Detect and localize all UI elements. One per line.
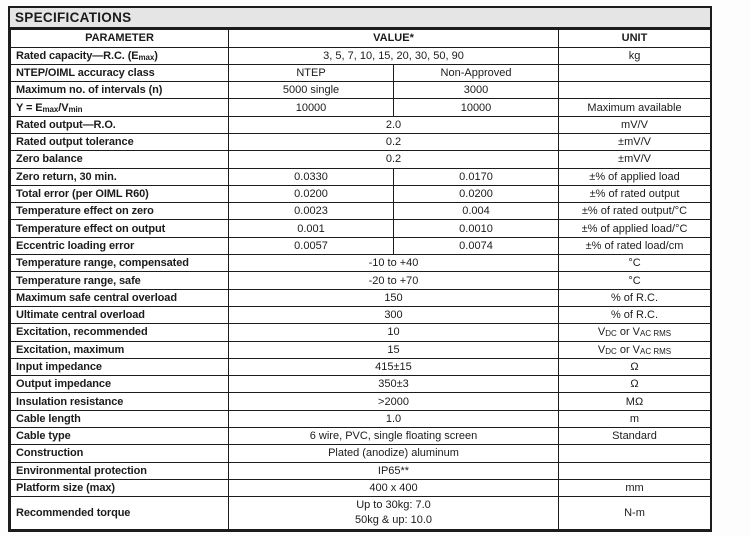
value-cell: 0.0200 bbox=[394, 185, 559, 202]
table-row bbox=[11, 47, 711, 64]
value-cell: 0.0010 bbox=[394, 220, 559, 237]
parameter-cell: Environmental protection bbox=[11, 462, 229, 479]
table-row bbox=[11, 358, 711, 375]
value-cell: 0.0330 bbox=[229, 168, 394, 185]
unit-cell: ±% of applied load/°C bbox=[559, 220, 711, 237]
specifications-table bbox=[10, 29, 711, 530]
parameter-cell: Recommended torque bbox=[11, 497, 229, 530]
unit-cell: m bbox=[559, 410, 711, 427]
unit-cell: ±% of applied load bbox=[559, 168, 711, 185]
parameter-cell: Temperature range, safe bbox=[11, 272, 229, 289]
value-cell: Up to 30kg: 7.0 50kg & up: 10.0 bbox=[229, 497, 559, 530]
header-parameter: PARAMETER bbox=[11, 30, 229, 48]
parameter-cell: Rated output tolerance bbox=[11, 133, 229, 150]
table-row bbox=[11, 393, 711, 410]
unit-cell: $V_{DC}$ or $V_{AC RMS}$ bbox=[559, 341, 711, 358]
parameter-cell: Output impedance bbox=[11, 376, 229, 393]
table-row bbox=[11, 341, 711, 358]
value-cell: 415±15 bbox=[229, 358, 559, 375]
parameter-cell: Temperature effect on zero bbox=[11, 203, 229, 220]
value-cell: 0.004 bbox=[394, 203, 559, 220]
unit-cell: ±% of rated output bbox=[559, 185, 711, 202]
parameter-cell: Eccentric loading error bbox=[11, 237, 229, 254]
parameter-cell: Total error (per OIML R60) bbox=[11, 185, 229, 202]
unit-cell: MΩ bbox=[559, 393, 711, 410]
unit-cell bbox=[559, 462, 711, 479]
table-row bbox=[11, 82, 711, 99]
parameter-cell: Construction bbox=[11, 445, 229, 462]
unit-cell bbox=[559, 82, 711, 99]
table-row bbox=[11, 376, 711, 393]
spec-tbody bbox=[11, 47, 711, 530]
header-value: VALUE* bbox=[229, 30, 559, 48]
value-cell: >2000 bbox=[229, 393, 559, 410]
value-cell: IP65** bbox=[229, 462, 559, 479]
table-row bbox=[11, 410, 711, 427]
value-cell: 10000 bbox=[394, 99, 559, 116]
parameter-cell: Excitation, recommended bbox=[11, 324, 229, 341]
value-cell: 10000 bbox=[229, 99, 394, 116]
unit-cell: Standard bbox=[559, 428, 711, 445]
value-cell: 0.0170 bbox=[394, 168, 559, 185]
value-cell: 10 bbox=[229, 324, 559, 341]
parameter-cell: Excitation, maximum bbox=[11, 341, 229, 358]
parameter-cell: Cable length bbox=[11, 410, 229, 427]
table-row bbox=[11, 64, 711, 81]
parameter-cell: NTEP/OIML accuracy class bbox=[11, 64, 229, 81]
value-cell: -10 to +40 bbox=[229, 255, 559, 272]
value-cell: 0.0057 bbox=[229, 237, 394, 254]
unit-cell bbox=[559, 445, 711, 462]
value-cell: Plated (anodize) aluminum bbox=[229, 445, 559, 462]
table-row bbox=[11, 324, 711, 341]
value-cell: 15 bbox=[229, 341, 559, 358]
unit-cell bbox=[559, 64, 711, 81]
table-row bbox=[11, 289, 711, 306]
value-cell: 0.2 bbox=[229, 133, 559, 150]
parameter-cell: Cable type bbox=[11, 428, 229, 445]
value-cell: 0.0023 bbox=[229, 203, 394, 220]
table-row bbox=[11, 116, 711, 133]
unit-cell: kg bbox=[559, 47, 711, 64]
value-cell: 5000 single bbox=[229, 82, 394, 99]
value-cell: 0.0074 bbox=[394, 237, 559, 254]
table-row bbox=[11, 151, 711, 168]
unit-cell: % of R.C. bbox=[559, 289, 711, 306]
table-row bbox=[11, 462, 711, 479]
header-unit: UNIT bbox=[559, 30, 711, 48]
parameter-cell: Temperature range, compensated bbox=[11, 255, 229, 272]
unit-cell: ±% of rated load/cm bbox=[559, 237, 711, 254]
value-cell: 0.2 bbox=[229, 151, 559, 168]
value-cell: NTEP bbox=[229, 64, 394, 81]
table-row bbox=[11, 272, 711, 289]
table-row bbox=[11, 479, 711, 496]
value-cell: 2.0 bbox=[229, 116, 559, 133]
value-cell: 400 x 400 bbox=[229, 479, 559, 496]
parameter-cell: Maximum no. of intervals (n) bbox=[11, 82, 229, 99]
table-row bbox=[11, 185, 711, 202]
table-row bbox=[11, 306, 711, 323]
header-row bbox=[11, 30, 711, 48]
table-row bbox=[11, 255, 711, 272]
value-cell: 3, 5, 7, 10, 15, 20, 30, 50, 90 bbox=[229, 47, 559, 64]
parameter-cell: Rated output—R.O. bbox=[11, 116, 229, 133]
unit-cell: °C bbox=[559, 255, 711, 272]
unit-cell: ±mV/V bbox=[559, 151, 711, 168]
parameter-cell: $Y = E_{max}/V_{min}$ bbox=[11, 99, 229, 116]
value-cell: 0.001 bbox=[229, 220, 394, 237]
value-cell: 350±3 bbox=[229, 376, 559, 393]
parameter-cell: Input impedance bbox=[11, 358, 229, 375]
unit-cell: $V_{DC}$ or $V_{AC RMS}$ bbox=[559, 324, 711, 341]
value-cell: 3000 bbox=[394, 82, 559, 99]
value-cell: 1.0 bbox=[229, 410, 559, 427]
parameter-cell: Ultimate central overload bbox=[11, 306, 229, 323]
unit-cell: N-m bbox=[559, 497, 711, 530]
table-row bbox=[11, 220, 711, 237]
parameter-cell: Rated capacity—R.C. $(E_{max})$ bbox=[11, 47, 229, 64]
table-row bbox=[11, 497, 711, 530]
value-cell: 0.0200 bbox=[229, 185, 394, 202]
value-cell: -20 to +70 bbox=[229, 272, 559, 289]
unit-cell: ±mV/V bbox=[559, 133, 711, 150]
unit-cell: ±% of rated output/°C bbox=[559, 203, 711, 220]
table-row bbox=[11, 99, 711, 116]
parameter-cell: Insulation resistance bbox=[11, 393, 229, 410]
parameter-cell: Maximum safe central overload bbox=[11, 289, 229, 306]
unit-cell: mV/V bbox=[559, 116, 711, 133]
unit-cell: Ω bbox=[559, 358, 711, 375]
unit-cell: Ω bbox=[559, 376, 711, 393]
unit-cell: % of R.C. bbox=[559, 306, 711, 323]
parameter-cell: Zero balance bbox=[11, 151, 229, 168]
unit-cell: °C bbox=[559, 272, 711, 289]
table-row bbox=[11, 237, 711, 254]
value-cell: 150 bbox=[229, 289, 559, 306]
table-row bbox=[11, 428, 711, 445]
parameter-cell: Platform size (max) bbox=[11, 479, 229, 496]
parameter-cell: Temperature effect on output bbox=[11, 220, 229, 237]
unit-cell: mm bbox=[559, 479, 711, 496]
table-row bbox=[11, 203, 711, 220]
table-title: SPECIFICATIONS bbox=[10, 8, 710, 29]
specifications-panel bbox=[8, 6, 712, 532]
unit-cell: Maximum available bbox=[559, 99, 711, 116]
parameter-cell: Zero return, 30 min. bbox=[11, 168, 229, 185]
value-cell: 300 bbox=[229, 306, 559, 323]
value-cell: 6 wire, PVC, single floating screen bbox=[229, 428, 559, 445]
value-cell: Non-Approved bbox=[394, 64, 559, 81]
table-row bbox=[11, 133, 711, 150]
table-row bbox=[11, 168, 711, 185]
table-row bbox=[11, 445, 711, 462]
